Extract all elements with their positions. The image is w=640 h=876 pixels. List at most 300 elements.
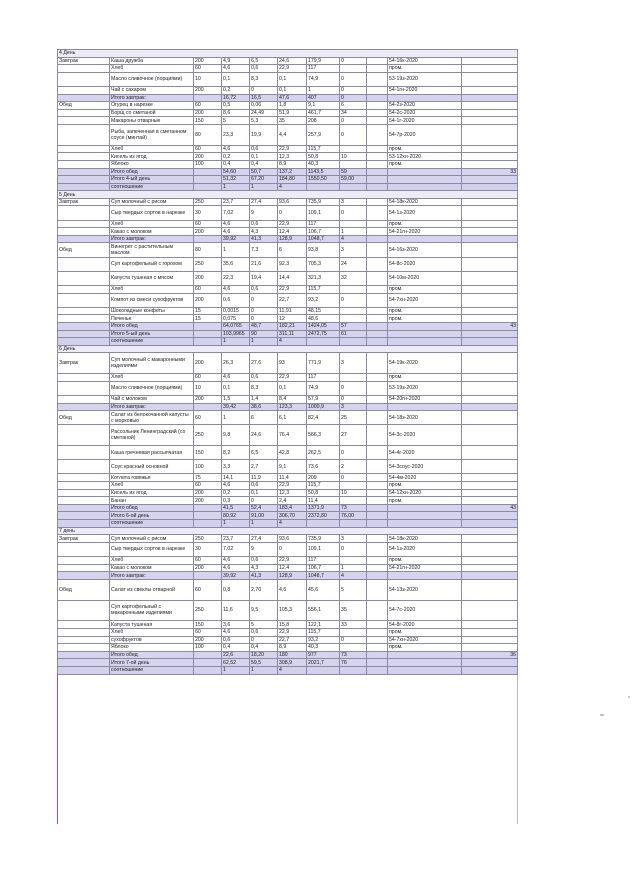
cell-recipe-no: 54-20гн-2020: [388, 395, 462, 403]
cell-note: [462, 482, 518, 490]
cell-energy: 1048,7: [307, 572, 340, 580]
cell-dish: Итого обед: [110, 504, 194, 512]
cell-dish: Итого 5-ый день: [110, 330, 194, 338]
cell-protein: 0,075: [222, 315, 250, 323]
cell-note: [462, 94, 518, 102]
cell-vitamin-c: 27: [340, 425, 367, 446]
cell-protein: 7,02: [222, 206, 250, 220]
cell-energy: 40,3: [307, 160, 340, 168]
cell-meal: [58, 474, 110, 482]
cell-recipe-no: пром.: [388, 307, 462, 315]
cell-meal: [58, 176, 110, 184]
cell-carbs: 35: [278, 117, 307, 125]
total-row: [58, 94, 518, 102]
cell-fat: 91,00: [250, 512, 278, 520]
cell-recipe-no: [388, 330, 462, 338]
cell-protein: 16,72: [222, 94, 250, 102]
cell-carbs: 311,11: [278, 330, 307, 338]
cell-meal: [58, 651, 110, 659]
cell-fat: 59,5: [250, 659, 278, 667]
cell-meal: [58, 307, 110, 315]
table-row: [58, 557, 518, 565]
day-header-row: [58, 50, 518, 58]
cell-recipe-no: [388, 666, 462, 674]
cell-portion: 60: [194, 145, 222, 153]
cell-fat: 1,4: [250, 395, 278, 403]
cell-recipe-no: [388, 235, 462, 243]
cell-extra: [367, 86, 388, 94]
cell-fat: 18,20: [250, 651, 278, 659]
cell-dish: Итого завтрак:: [110, 235, 194, 243]
cell-carbs: 0: [278, 542, 307, 556]
cell-vitamin-c: 3: [340, 243, 367, 257]
cell-vitamin-c: [340, 145, 367, 153]
cell-extra: [367, 446, 388, 460]
cell-dish: Суп молочный с рисом: [110, 535, 194, 543]
cell-carbs: 93,6: [278, 198, 307, 206]
total-row: [58, 659, 518, 667]
cell-extra: [367, 307, 388, 315]
cell-energy: 93,2: [307, 636, 340, 644]
cell-carbs: 22,7: [278, 636, 307, 644]
cell-fat: 4,3: [250, 564, 278, 572]
cell-portion: 100: [194, 160, 222, 168]
cell-recipe-no: пром.: [388, 374, 462, 382]
table-row: [58, 198, 518, 206]
cell-recipe-no: 54-19к-2020: [388, 353, 462, 374]
table-row: [58, 145, 518, 153]
cell-dish: Какао с молоком: [110, 564, 194, 572]
cell-extra: [367, 183, 388, 191]
cell-portion: 60: [194, 557, 222, 565]
cell-note: [462, 600, 518, 621]
cell-dish: Кисель из ягод: [110, 153, 194, 161]
cell-recipe-no: пром.: [388, 557, 462, 565]
cell-note: [462, 628, 518, 636]
cell-energy: 40,3: [307, 644, 340, 652]
cell-vitamin-c: 3: [340, 353, 367, 374]
cell-recipe-no: 54-8с-2020: [388, 257, 462, 271]
cell-vitamin-c: 0: [340, 117, 367, 125]
cell-carbs: 128,9: [278, 572, 307, 580]
cell-note: [462, 374, 518, 382]
cell-extra: [367, 564, 388, 572]
cell-extra: [367, 124, 388, 145]
cell-extra: [367, 497, 388, 505]
cell-extra: [367, 520, 388, 528]
cell-meal: [58, 124, 110, 145]
cell-portion: 100: [194, 644, 222, 652]
cell-portion: [194, 572, 222, 580]
table-row: [58, 257, 518, 271]
cell-recipe-no: [388, 659, 462, 667]
cell-extra: [367, 628, 388, 636]
cell-recipe-no: 54-2с-2020: [388, 109, 462, 117]
cell-recipe-no: [388, 512, 462, 520]
cell-vitamin-c: [340, 644, 367, 652]
cell-meal: [58, 65, 110, 73]
cell-recipe-no: 54-1з-2020: [388, 206, 462, 220]
cell-fat: 1: [250, 183, 278, 191]
cell-carbs: 22,9: [278, 145, 307, 153]
cell-note: [462, 330, 518, 338]
cell-fat: 21,6: [250, 257, 278, 271]
cell-portion: [194, 168, 222, 176]
table-row: [58, 381, 518, 395]
cell-extra: [367, 228, 388, 236]
cell-portion: 200: [194, 489, 222, 497]
table-row: [58, 482, 518, 490]
cell-recipe-no: 54-4м-2020: [388, 474, 462, 482]
cell-dish: Суп молочный с рисом: [110, 198, 194, 206]
cell-vitamin-c: [340, 315, 367, 323]
cell-fat: 6,5: [250, 446, 278, 460]
cell-recipe-no: пром.: [388, 65, 462, 73]
cell-fat: 27,4: [250, 535, 278, 543]
cell-meal: Обед: [58, 243, 110, 257]
total-row: [58, 168, 518, 176]
cell-recipe-no: 54-1г-2020: [388, 117, 462, 125]
cell-protein: 103,9965: [222, 330, 250, 338]
cell-energy: 208: [307, 117, 340, 125]
cell-extra: [367, 286, 388, 294]
cell-protein: 1: [222, 338, 250, 346]
cell-energy: 1424,05: [307, 322, 340, 330]
cell-extra: [367, 557, 388, 565]
cell-portion: 75: [194, 474, 222, 482]
cell-note: [462, 176, 518, 184]
cell-carbs: 15,8: [278, 621, 307, 629]
cell-carbs: 42,8: [278, 446, 307, 460]
cell-vitamin-c: 5: [340, 579, 367, 600]
cell-energy: 115,7: [307, 145, 340, 153]
cell-extra: [367, 651, 388, 659]
cell-fat: 0: [250, 293, 278, 307]
cell-carbs: 11,4: [278, 474, 307, 482]
cell-dish: Сыр твердых сортов в нарезке: [110, 542, 194, 556]
cell-fat: 24,6: [250, 425, 278, 446]
cell-recipe-no: 53-19з-2020: [388, 381, 462, 395]
cell-note: [462, 381, 518, 395]
cell-extra: [367, 198, 388, 206]
cell-extra: [367, 94, 388, 102]
cell-dish: Винегрет с растительным маслом: [110, 243, 194, 257]
cell-note: [462, 474, 518, 482]
cell-extra: [367, 117, 388, 125]
cell-extra: [367, 257, 388, 271]
cell-protein: 0,8: [222, 579, 250, 600]
cell-energy: 106,7: [307, 228, 340, 236]
table-row: [58, 497, 518, 505]
cell-energy: 117: [307, 374, 340, 382]
table-row: [58, 160, 518, 168]
cell-meal: [58, 600, 110, 621]
cell-extra: [367, 512, 388, 520]
cell-fat: 0,1: [250, 153, 278, 161]
cell-note: [462, 446, 518, 460]
cell-protein: 0,2: [222, 489, 250, 497]
cell-note: [462, 243, 518, 257]
cell-protein: 1: [222, 666, 250, 674]
cell-note: [462, 271, 518, 285]
cell-energy: 73,6: [307, 460, 340, 474]
cell-fat: 6: [250, 411, 278, 425]
cell-protein: 0,1: [222, 72, 250, 86]
cell-fat: 0,06: [250, 102, 278, 110]
cell-meal: [58, 621, 110, 629]
cell-note: [462, 621, 518, 629]
cell-protein: 23,7: [222, 535, 250, 543]
cell-dish: Яблоко: [110, 644, 194, 652]
cell-vitamin-c: [340, 482, 367, 490]
cell-note: 43: [462, 322, 518, 330]
cell-protein: 9,8: [222, 425, 250, 446]
total-row: [58, 512, 518, 520]
cell-vitamin-c: [340, 557, 367, 565]
cell-dish: Каша дружба: [110, 57, 194, 65]
cell-portion: 150: [194, 621, 222, 629]
cell-vitamin-c: [340, 307, 367, 315]
cell-portion: 30: [194, 206, 222, 220]
cell-fat: 0,6: [250, 286, 278, 294]
cell-protein: 1: [222, 183, 250, 191]
cell-fat: 0,6: [250, 65, 278, 73]
cell-extra: [367, 411, 388, 425]
cell-carbs: 128,9: [278, 235, 307, 243]
table-row: [58, 243, 518, 257]
cell-portion: 60: [194, 628, 222, 636]
cell-dish: Итого завтрак:: [110, 403, 194, 411]
cell-portion: [194, 520, 222, 528]
cell-extra: [367, 322, 388, 330]
cell-carbs: 8,9: [278, 644, 307, 652]
cell-carbs: 0,1: [278, 381, 307, 395]
cell-note: [462, 183, 518, 191]
cell-dish: Масло сливочное (порциями): [110, 381, 194, 395]
cell-note: [462, 198, 518, 206]
cell-note: [462, 395, 518, 403]
cell-fat: 0: [250, 497, 278, 505]
cell-meal: [58, 257, 110, 271]
cell-fat: 24,49: [250, 109, 278, 117]
cell-energy: 122,1: [307, 621, 340, 629]
cell-recipe-no: 54-21гн-2020: [388, 564, 462, 572]
cell-note: [462, 257, 518, 271]
cell-energy: 117: [307, 65, 340, 73]
table-row: [58, 109, 518, 117]
cell-meal: [58, 666, 110, 674]
cell-meal: [58, 504, 110, 512]
cell-carbs: 93,6: [278, 535, 307, 543]
cell-extra: [367, 235, 388, 243]
cell-dish: Чай с молоком: [110, 395, 194, 403]
cell-energy: 74,9: [307, 72, 340, 86]
cell-vitamin-c: [340, 374, 367, 382]
cell-carbs: 22,9: [278, 220, 307, 228]
cell-portion: 200: [194, 153, 222, 161]
cell-energy: 109,1: [307, 206, 340, 220]
cell-meal: [58, 206, 110, 220]
cell-vitamin-c: [340, 520, 367, 528]
cell-extra: [367, 153, 388, 161]
cell-extra: [367, 374, 388, 382]
cell-vitamin-c: [340, 160, 367, 168]
cell-portion: 10: [194, 381, 222, 395]
day-header-row: [58, 527, 518, 535]
cell-meal: Обед: [58, 411, 110, 425]
cell-carbs: 9,1: [278, 460, 307, 474]
cell-protein: 4,6: [222, 628, 250, 636]
cell-note: [462, 460, 518, 474]
cell-recipe-no: 54-7хн-2020: [388, 636, 462, 644]
cell-extra: [367, 293, 388, 307]
table-row: [58, 271, 518, 285]
cell-energy: 407: [307, 94, 340, 102]
cell-carbs: 22,9: [278, 374, 307, 382]
cell-meal: [58, 220, 110, 228]
cell-carbs: 14,4: [278, 271, 307, 285]
cell-energy: 115,7: [307, 286, 340, 294]
cell-portion: [194, 235, 222, 243]
cell-vitamin-c: 19: [340, 489, 367, 497]
cell-recipe-no: пром.: [388, 497, 462, 505]
cell-extra: [367, 330, 388, 338]
cell-note: [462, 72, 518, 86]
cell-energy: [307, 338, 340, 346]
table-row: [58, 153, 518, 161]
cell-extra: [367, 666, 388, 674]
table-row: [58, 315, 518, 323]
cell-vitamin-c: 59,00: [340, 176, 367, 184]
cell-meal: Завтрак: [58, 198, 110, 206]
cell-portion: 150: [194, 117, 222, 125]
cell-energy: 1000,9: [307, 403, 340, 411]
cell-extra: [367, 338, 388, 346]
cell-vitamin-c: 0: [340, 94, 367, 102]
cell-protein: 4,6: [222, 65, 250, 73]
cell-carbs: 0,1: [278, 86, 307, 94]
cell-meal: [58, 153, 110, 161]
cell-portion: 80: [194, 124, 222, 145]
cell-note: [462, 644, 518, 652]
table-row: [58, 564, 518, 572]
cell-portion: 200: [194, 228, 222, 236]
table-row: [58, 57, 518, 65]
cell-vitamin-c: 4: [340, 572, 367, 580]
cell-portion: 60: [194, 286, 222, 294]
cell-protein: 4,6: [222, 482, 250, 490]
cell-note: [462, 117, 518, 125]
table-row: [58, 86, 518, 94]
cell-recipe-no: [388, 572, 462, 580]
cell-dish: Суп молочный с макаронными изделиями: [110, 353, 194, 374]
cell-portion: 60: [194, 411, 222, 425]
cell-note: [462, 307, 518, 315]
cell-recipe-no: пром.: [388, 145, 462, 153]
cell-protein: 4,9: [222, 57, 250, 65]
cell-carbs: 76,4: [278, 425, 307, 446]
cell-protein: 0,1: [222, 381, 250, 395]
cell-recipe-no: 54-18к-2020: [388, 535, 462, 543]
cell-protein: 4,6: [222, 557, 250, 565]
cell-recipe-no: [388, 504, 462, 512]
cell-note: [462, 489, 518, 497]
cell-vitamin-c: 0: [340, 446, 367, 460]
table-row: [58, 425, 518, 446]
scan-speck: [628, 696, 630, 698]
cell-fat: 4,3: [250, 228, 278, 236]
table-row: [58, 636, 518, 644]
cell-protein: 22,3: [222, 271, 250, 285]
cell-energy: 1550,50: [307, 176, 340, 184]
cell-recipe-no: 54-3с-2020: [388, 425, 462, 446]
table-row: [58, 542, 518, 556]
cell-fat: 8,3: [250, 381, 278, 395]
cell-protein: 0,2: [222, 153, 250, 161]
ratio-row: [58, 338, 518, 346]
cell-dish: Сыр твердых сортов в нарезке: [110, 206, 194, 220]
cell-note: [462, 512, 518, 520]
cell-fat: 0,6: [250, 482, 278, 490]
cell-vitamin-c: 0: [340, 72, 367, 86]
cell-portion: 250: [194, 198, 222, 206]
cell-extra: [367, 102, 388, 110]
cell-fat: 6,5: [250, 57, 278, 65]
cell-fat: 5,3: [250, 117, 278, 125]
cell-vitamin-c: 19: [340, 153, 367, 161]
cell-extra: [367, 381, 388, 395]
cell-extra: [367, 460, 388, 474]
table-row: [58, 72, 518, 86]
cell-meal: [58, 497, 110, 505]
cell-dish: Итого 6-ой день: [110, 512, 194, 520]
cell-protein: 14,1: [222, 474, 250, 482]
cell-protein: 3,3: [222, 460, 250, 474]
cell-recipe-no: [388, 94, 462, 102]
cell-vitamin-c: 4: [340, 235, 367, 243]
cell-fat: 0: [250, 86, 278, 94]
cell-dish: соотношение: [110, 520, 194, 528]
cell-dish: Капуста тушеная: [110, 621, 194, 629]
table-row: [58, 460, 518, 474]
cell-fat: 11,9: [250, 474, 278, 482]
cell-recipe-no: [388, 520, 462, 528]
table-row: [58, 293, 518, 307]
cell-recipe-no: 54-10м-2020: [388, 271, 462, 285]
cell-energy: 117: [307, 557, 340, 565]
cell-protein: 0,0015: [222, 307, 250, 315]
cell-extra: [367, 72, 388, 86]
ratio-row: [58, 666, 518, 674]
cell-portion: 60: [194, 579, 222, 600]
cell-note: [462, 411, 518, 425]
cell-vitamin-c: 24: [340, 257, 367, 271]
cell-vitamin-c: 6: [340, 102, 367, 110]
cell-extra: [367, 600, 388, 621]
total-row: [58, 176, 518, 184]
cell-dish: Печенье: [110, 315, 194, 323]
cell-portion: [194, 183, 222, 191]
cell-dish: Масло сливочное (порциями): [110, 72, 194, 86]
cell-vitamin-c: 2: [340, 460, 367, 474]
cell-note: [462, 353, 518, 374]
cell-fat: 0: [250, 315, 278, 323]
cell-fat: 16,5: [250, 94, 278, 102]
cell-carbs: 0,1: [278, 72, 307, 86]
cell-note: 33: [462, 168, 518, 176]
cell-meal: [58, 145, 110, 153]
cell-vitamin-c: 0: [340, 474, 367, 482]
